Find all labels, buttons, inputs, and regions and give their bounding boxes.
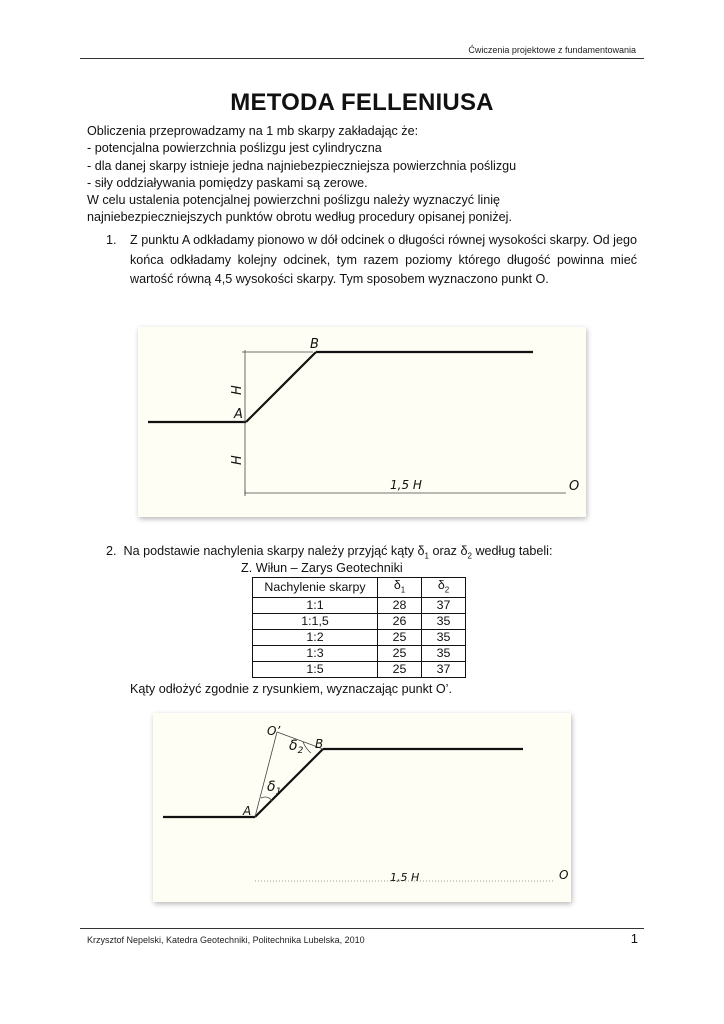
label-delta1: $\delta_1$ (267, 779, 282, 797)
page-title: METODA FELLENIUSA (230, 89, 494, 116)
label-H-upper: H (230, 385, 245, 395)
label-B: B (315, 737, 324, 751)
label-dimension: 1,5 H (390, 478, 422, 492)
figure-1-drawing (138, 327, 586, 517)
label-dimension: 1,5 H (390, 871, 420, 884)
intro-line: Obliczenia przeprowadzamy na 1 mb skarpy zakładając że: (87, 124, 419, 138)
slope-line (246, 352, 316, 422)
delta-table (252, 577, 466, 678)
intro-paragraph (87, 123, 647, 227)
step-2 (106, 544, 552, 561)
intro-line: najniebezpieczniejszych punktów obrotu według procedury opisanej poniżej. (87, 210, 512, 225)
page-number: 1 (630, 931, 638, 946)
table-row (253, 662, 466, 678)
cell-d2: 35 (422, 646, 466, 662)
cell-slope: 1:1 (253, 598, 378, 614)
header-d2: $\delta_2$ (422, 578, 466, 598)
label-O: O (559, 868, 569, 882)
cell-slope: 1:2 (253, 630, 378, 646)
figure-2 (153, 713, 571, 902)
cell-d2: 35 (422, 614, 466, 630)
figure-2-drawing (153, 713, 571, 902)
label-delta2: $\delta_2$ (289, 738, 304, 756)
cell-d2: 37 (422, 598, 466, 614)
header-slope: Nachylenie skarpy (253, 578, 378, 598)
header-rule (80, 58, 644, 59)
footer-author: Krzysztof Nepelski, Katedra Geotechniki, Politechnika Lubelska, 2010 (87, 935, 365, 945)
header-d1: $\delta_1$ (378, 578, 422, 598)
cell-d1: 28 (378, 598, 422, 614)
table-header-row (253, 578, 466, 598)
cell-d2: 35 (422, 630, 466, 646)
slope-line (255, 749, 323, 817)
label-A: A (243, 804, 252, 818)
cell-d1: 25 (378, 646, 422, 662)
cell-d2: 37 (422, 662, 466, 678)
table-row (253, 646, 466, 662)
table-row (253, 630, 466, 646)
step-2-text: Na podstawie nachylenia skarpy należy przyjąć kąty $\delta_1$ oraz $\delta_2$ według tabeli: (123, 544, 553, 561)
intro-line: - dla danej skarpy istnieje jedna najniebezpieczniejsza powierzchnia poślizgu (87, 158, 517, 173)
figure-1 (138, 327, 586, 517)
step-1-number: 1. (106, 233, 117, 247)
intro-line: W celu ustalenia potencjalnej powierzchni poślizgu należy wyznaczyć linię (87, 193, 501, 208)
label-O-prime: O’ (267, 724, 281, 738)
label-B: B (310, 337, 319, 352)
footer-rule (80, 928, 644, 929)
cell-d1: 25 (378, 630, 422, 646)
cell-slope: 1:3 (253, 646, 378, 662)
label-H-lower: H (230, 455, 245, 465)
table-row (253, 598, 466, 614)
step-1-text: Z punktu A odkładamy pionowo w dół odcinek o długości równej wysokości skarpy. Od jego końca odkładamy kolejny odcinek, tym razem poziomy którego długość powinna mieć wartość równą 4,5 wysokości skarpy. Tym sposobem wyznaczono punkt O. (130, 233, 637, 287)
cell-slope: 1:1,5 (253, 614, 378, 630)
angles-note: Kąty odłożyć zgodnie z rysunkiem, wyznaczając punkt O’. (130, 682, 452, 696)
cell-d1: 26 (378, 614, 422, 630)
label-A: A (234, 407, 243, 422)
step-1 (106, 231, 637, 290)
running-header: Ćwiczenia projektowe z fundamentowania (468, 45, 636, 55)
label-O: O (569, 479, 580, 494)
cell-slope: 1:5 (253, 662, 378, 678)
delta2-arc (303, 742, 311, 753)
cell-d1: 25 (378, 662, 422, 678)
intro-line: - siły oddziaływania pomiędzy paskami są zerowe. (87, 175, 368, 190)
intro-line: - potencjalna powierzchnia poślizgu jest cylindryczna (87, 141, 382, 156)
step-2-number: 2. (106, 544, 117, 558)
delta1-ray (255, 732, 277, 817)
table-caption: Z. Wiłun – Zarys Geotechniki (241, 561, 403, 575)
table-row (253, 614, 466, 630)
